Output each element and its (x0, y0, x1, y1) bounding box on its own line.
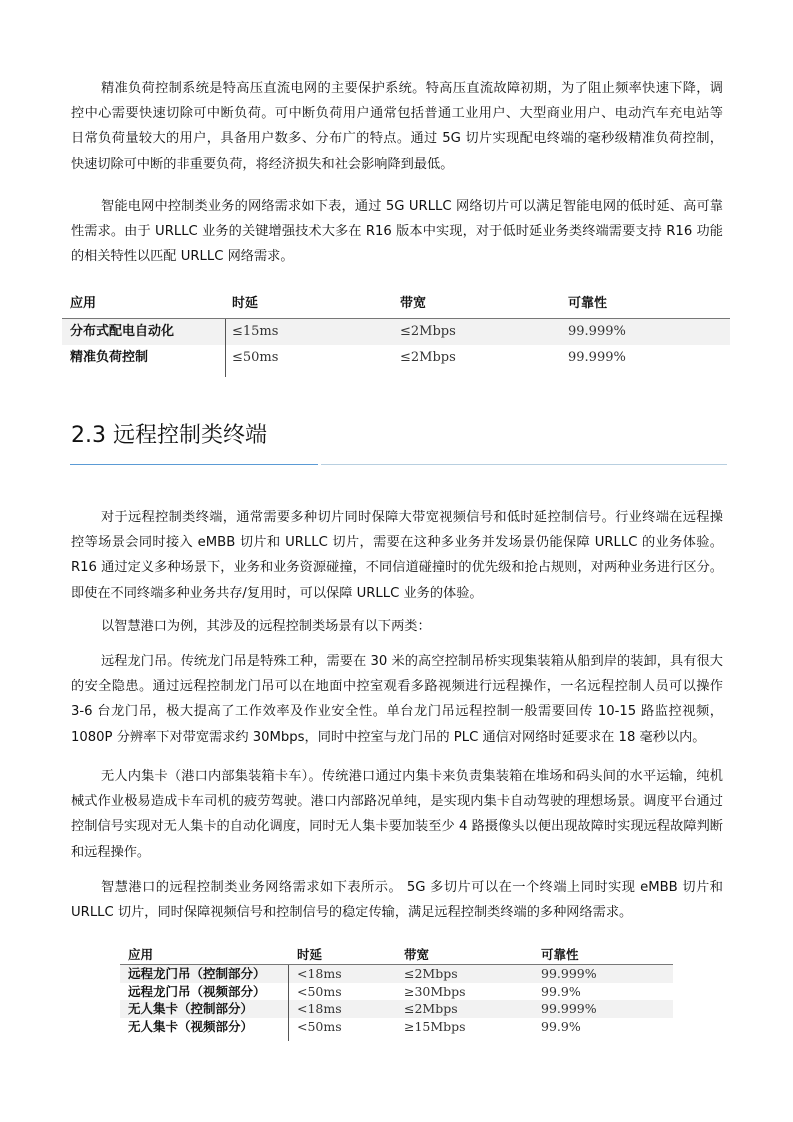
paragraph-line: 即使在不同终端多种业务共存/复用时，可以保障 URLLC 业务的体验。 (71, 585, 483, 601)
paragraph-line: 的相关特性以匹配 URLLC 网络需求。 (71, 249, 294, 265)
paragraph-line: 械式作业极易造成卡车司机的疲劳驾驶。港口内部路况单纯，是实现内集卡自动驾驶的理想场景。调度平台通过 (71, 794, 723, 810)
table-row (62, 345, 730, 371)
table-cell: ≤2Mbps (404, 1001, 458, 1016)
paragraph-line: 无人内集卡（港口内部集装箱卡车）。传统港口通过内集卡来负责集装箱在堆场和码头间的水平运输，纯机 (101, 769, 723, 784)
table-cell: ≤2Mbps (400, 350, 456, 365)
table-cell: 99.999% (568, 350, 626, 365)
row-label: 远程龙门吊（视频部分） (128, 983, 266, 999)
paragraph-line: 远程龙门吊。传统龙门吊是特殊工种，需要在 30 米的高空控制吊桥实现集装箱从船到岸的装卸，具有很大 (101, 654, 723, 669)
row-label: 分布式配电自动化 (70, 324, 175, 339)
row-label: 无人集卡（控制部分） (128, 1001, 254, 1016)
column-divider (288, 965, 289, 1041)
table-cell: 99.999% (541, 966, 597, 981)
table-cell: ≤15ms (232, 324, 279, 339)
paragraph (71, 875, 723, 925)
paragraph (71, 649, 723, 750)
table-row (120, 1018, 673, 1036)
paragraph-line: 以智慧港口为例，其涉及的远程控制类场景有以下两类： (101, 619, 431, 634)
heading-rule-accent (70, 464, 318, 465)
table-row (120, 1000, 673, 1018)
table-cell: ≥15Mbps (404, 1018, 466, 1034)
port-requirements-table (120, 946, 673, 1036)
column-header: 带宽 (404, 947, 430, 962)
table-cell: ≤2Mbps (400, 324, 456, 339)
table-header-row (62, 290, 730, 319)
column-header: 可靠性 (541, 947, 579, 962)
paragraph (71, 76, 723, 177)
table-cell: <18ms (297, 966, 342, 981)
paragraph-line: 控制信号实现对无人集卡的自动化调度，同时无人集卡要加装至少 4 路摄像头以便出现故障时实现远程故障判断 (71, 819, 723, 835)
paragraph-line: 控中心需要快速切除可中断负荷。可中断负荷用户通常包括普通工业用户、大型商业用户、电动汽车充电站等 (71, 106, 723, 122)
paragraph-line: 1080P 分辨率下对带宽需求约 30Mbps，同时中控室与龙门吊的 PLC 通信对网络时延要求在 18 毫秒以内。 (71, 729, 706, 745)
table-cell: <50ms (297, 983, 342, 999)
section-heading: 2.3 远程控制类终端 (71, 423, 267, 448)
table-cell: <18ms (297, 1001, 342, 1016)
paragraph (71, 194, 723, 270)
paragraph-line: 智能电网中控制类业务的网络需求如下表，通过 5G URLLC 网络切片可以满足智能电网的低时延、高可靠 (101, 199, 723, 214)
heading-rule-light (321, 464, 727, 465)
column-header: 可靠性 (568, 296, 608, 311)
paragraph-line: 精准负荷控制系统是特高压直流电网的主要保护系统。特高压直流故障初期，为了阻止频率快速下降，调 (101, 81, 723, 96)
paragraph-line: 和远程操作。 (71, 844, 151, 860)
paragraph-line: 对于远程控制类终端，通常需要多种切片同时保障大带宽视频信号和低时延控制信号。行业终端在远程操 (101, 510, 723, 525)
paragraph-line: 快速切除可中断的非重要负荷，将经济损失和社会影响降到最低。 (71, 156, 454, 172)
paragraph-line: 3-6 台龙门吊，极大提高了工作效率及作业安全性。单台龙门吊远程控制一般需要回传 10-15 路监控视频， (71, 704, 723, 720)
row-label: 精准负荷控制 (70, 350, 149, 365)
column-header: 时延 (232, 296, 259, 311)
table-cell: 99.999% (541, 1001, 597, 1016)
column-header: 应用 (128, 947, 154, 962)
paragraph-line: R16 通过定义多种场景下，业务和业务资源碰撞，不同信道碰撞时的优先级和抢占规则，对两种业务进行区分。 (71, 560, 723, 576)
paragraph-line: 智慧港口的远程控制类业务网络需求如下表所示。 5G 多切片可以在一个终端上同时实现 eMBB 切片和 (101, 880, 723, 895)
table-cell: ≤50ms (232, 350, 279, 365)
paragraph-line: 的安全隐患。通过远程控制龙门吊可以在地面中控室观看多路视频进行远程操作，一名远程控制人员可以操作 (71, 679, 723, 695)
paragraph (71, 505, 723, 606)
row-label: 无人集卡（视频部分） (128, 1018, 254, 1034)
paragraph (71, 614, 723, 639)
paragraph-line: 性需求。由于 URLLC 业务的关键增强技术大多在 R16 版本中实现，对于低时延业务类终端需要支持 R16 功能 (71, 224, 723, 240)
table-row (120, 983, 673, 1001)
table-cell: <50ms (297, 1018, 342, 1034)
paragraph-line: 控等场景会同时接入 eMBB 切片和 URLLC 切片，需要在这种多业务并发场景仍能保障 URLLC 的业务体验。 (71, 535, 723, 551)
column-header: 时延 (297, 947, 323, 962)
row-label: 远程龙门吊（控制部分） (128, 966, 266, 981)
paragraph-line: 日常负荷量较大的用户，具备用户数多、分布广的特点。通过 5G 切片实现配电终端的毫秒级精准负荷控制， (71, 131, 723, 147)
table-row (120, 965, 673, 983)
column-header: 应用 (70, 296, 97, 311)
paragraph-line: URLLC 切片，同时保障视频信号和控制信号的稳定传输，满足远程控制类终端的多种网络需求。 (71, 905, 633, 921)
table-row (62, 319, 730, 345)
table-cell: ≥30Mbps (404, 983, 466, 999)
table-cell: ≤2Mbps (404, 966, 458, 981)
column-divider (225, 319, 226, 377)
table-cell: 99.9% (541, 983, 581, 999)
table-cell: 99.999% (568, 324, 626, 339)
smart-grid-requirements-table (62, 290, 730, 372)
paragraph (71, 764, 723, 865)
column-header: 带宽 (400, 296, 427, 311)
table-cell: 99.9% (541, 1018, 581, 1034)
table-header-row (120, 946, 673, 965)
